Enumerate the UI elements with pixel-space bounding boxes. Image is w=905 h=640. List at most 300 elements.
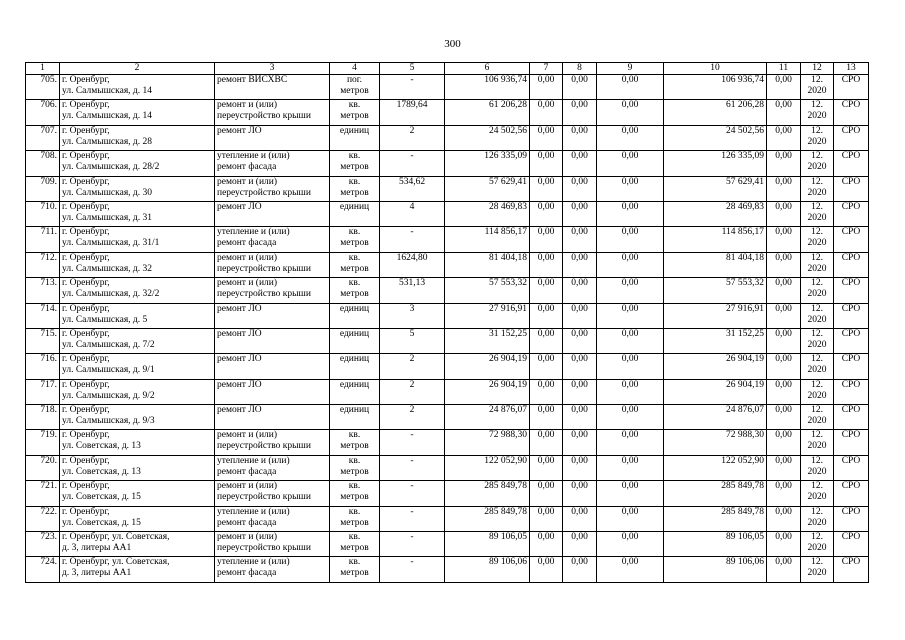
address-cell: [60, 151, 215, 176]
col7-cell: [530, 151, 563, 176]
quantity-cell-line: -: [410, 75, 414, 85]
unit-cell-line: метров: [340, 441, 369, 452]
col7-cell-line: 0,00: [537, 379, 555, 390]
col8-cell: [563, 176, 597, 201]
cost-cell: [445, 405, 530, 430]
address-cell-line: ул. Салмышская, д. 32: [62, 263, 153, 274]
term-cell-line: 12.: [811, 303, 823, 314]
unit-cell-line: кв.: [348, 278, 361, 289]
address-cell-line: г. Оренбург,: [62, 379, 110, 390]
term-cell-line: 12.: [811, 278, 823, 289]
quantity-cell: [380, 303, 445, 328]
term-cell-line: 2020: [807, 162, 827, 173]
col8-cell-line: 0,00: [571, 75, 588, 85]
term-cell: [801, 100, 834, 125]
source-cell-line: СРО: [841, 354, 861, 365]
work-type-cell: [215, 354, 330, 379]
address-cell-line: ул. Советская, д. 15: [62, 517, 141, 528]
address-cell-line: д. 3, литеры АА1: [62, 543, 132, 554]
col11-cell: [767, 201, 801, 226]
col11-cell: [767, 481, 801, 506]
repair-schedule-table: [25, 62, 869, 583]
col9-cell-line: 0,00: [621, 405, 639, 416]
quantity-cell: [380, 430, 445, 455]
total-cost-cell: [664, 125, 767, 150]
work-type-cell-line: переустройство крыши: [217, 111, 311, 122]
term-cell-line: 12.: [811, 100, 823, 111]
row-number-line: 715.: [40, 328, 57, 339]
unit-cell-line: единиц: [339, 328, 370, 339]
col8-cell-line: 0,00: [571, 455, 588, 466]
term-cell-line: 12.: [811, 125, 823, 136]
term-cell-line: 2020: [807, 441, 827, 452]
cost-cell-line: 24 502,56: [489, 125, 527, 136]
col8-cell-line: 0,00: [571, 532, 588, 543]
term-cell-line: 2020: [807, 314, 827, 325]
unit-cell: [330, 278, 380, 303]
column-header-13: 13: [834, 63, 869, 75]
unit-cell-line: единиц: [339, 379, 370, 390]
work-type-cell: [215, 278, 330, 303]
cost-cell: [445, 151, 530, 176]
address-cell-line: ул. Советская, д. 13: [62, 466, 141, 477]
col8-cell: [563, 151, 597, 176]
col9-cell-line: 0,00: [621, 252, 639, 263]
col11-cell: [767, 252, 801, 277]
address-cell: [60, 430, 215, 455]
source-cell: [834, 532, 869, 557]
col9-cell-line: 0,00: [621, 328, 639, 339]
work-type-cell-line: ремонт фасада: [217, 466, 277, 477]
col11-cell-line: 0,00: [775, 328, 792, 339]
cost-cell-line: 114 856,17: [484, 227, 527, 238]
col11-cell: [767, 151, 801, 176]
col7-cell: [530, 405, 563, 430]
term-cell-line: 12.: [811, 151, 823, 162]
col11-cell-line: 0,00: [775, 354, 792, 365]
quantity-cell: [380, 201, 445, 226]
address-cell-line: г. Оренбург,: [62, 151, 110, 162]
cost-cell-line: 122 052,90: [484, 455, 527, 466]
source-cell-line: СРО: [841, 532, 861, 543]
work-type-cell: [215, 125, 330, 150]
quantity-cell: [380, 328, 445, 353]
col9-cell: [597, 430, 664, 455]
total-cost-cell: [664, 227, 767, 252]
address-cell-line: г. Оренбург,: [62, 125, 110, 136]
quantity-cell-line: -: [410, 532, 414, 543]
address-cell-line: г. Оренбург,: [62, 201, 110, 212]
col8-cell: [563, 252, 597, 277]
row-number-line: 719.: [40, 430, 57, 441]
row-number-line: 716.: [40, 354, 57, 365]
col7-cell: [530, 176, 563, 201]
quantity-cell: [380, 75, 445, 100]
quantity-cell: [380, 481, 445, 506]
address-cell-line: г. Оренбург, ул. Советская,: [62, 557, 170, 568]
address-cell-line: г. Оренбург,: [62, 481, 110, 492]
quantity-cell-line: 3: [409, 303, 415, 314]
work-type-cell-line: переустройство крыши: [217, 543, 311, 554]
cost-cell: [445, 201, 530, 226]
work-type-cell-line: ремонт и (или): [217, 430, 278, 441]
work-type-cell-line: ремонт ЛО: [217, 354, 262, 365]
unit-cell-line: кв.: [348, 532, 361, 543]
term-cell: [801, 227, 834, 252]
total-cost-cell-line: 24 876,07: [726, 405, 764, 416]
quantity-cell: [380, 532, 445, 557]
cost-cell-line: 57 553,32: [489, 278, 527, 289]
term-cell-line: 2020: [807, 390, 827, 401]
term-cell: [801, 75, 834, 100]
term-cell: [801, 252, 834, 277]
address-cell: [60, 557, 215, 582]
col7-cell: [530, 100, 563, 125]
address-cell-line: ул. Салмышская, д. 28/2: [62, 162, 160, 173]
quantity-cell-line: 534,62: [398, 176, 426, 187]
col11-cell-line: 0,00: [775, 455, 792, 466]
work-type-cell-line: ремонт и (или): [217, 278, 278, 289]
unit-cell: [330, 430, 380, 455]
address-cell-line: ул. Салмышская, д. 7/2: [62, 339, 155, 350]
unit-cell-line: метров: [340, 111, 369, 122]
unit-cell-line: метров: [340, 238, 369, 249]
row-number: [26, 303, 60, 328]
address-cell-line: г. Оренбург,: [62, 430, 110, 441]
col11-cell: [767, 532, 801, 557]
column-header-3: 3: [215, 63, 330, 75]
quantity-cell-line: 2: [409, 379, 415, 390]
unit-cell: [330, 303, 380, 328]
total-cost-cell-line: 24 502,56: [726, 125, 764, 136]
work-type-cell-line: переустройство крыши: [217, 492, 311, 503]
col7-cell-line: 0,00: [537, 252, 555, 263]
table-row: [26, 328, 869, 353]
header-row: [26, 63, 869, 75]
row-number: [26, 328, 60, 353]
source-cell: [834, 430, 869, 455]
cost-cell-line: 61 206,28: [489, 100, 527, 111]
col9-cell: [597, 481, 664, 506]
col8-cell: [563, 481, 597, 506]
col8-cell-line: 0,00: [571, 151, 588, 162]
source-cell-line: СРО: [841, 303, 861, 314]
work-type-cell-line: ремонт и (или): [217, 252, 278, 263]
col9-cell-line: 0,00: [621, 100, 639, 111]
address-cell-line: г. Оренбург,: [62, 176, 110, 187]
term-cell-line: 12.: [811, 557, 823, 568]
unit-cell-line: кв.: [348, 151, 361, 162]
total-cost-cell: [664, 176, 767, 201]
term-cell-line: 12.: [811, 75, 823, 85]
col8-cell: [563, 405, 597, 430]
col8-cell-line: 0,00: [571, 252, 588, 263]
unit-cell-line: единиц: [339, 125, 370, 136]
total-cost-cell: [664, 303, 767, 328]
col7-cell-line: 0,00: [537, 100, 555, 111]
term-cell-line: 2020: [807, 466, 827, 477]
work-type-cell-line: утепление и (или): [217, 557, 290, 568]
quantity-cell-line: 5: [409, 328, 415, 339]
col9-cell-line: 0,00: [621, 303, 639, 314]
table-row: [26, 100, 869, 125]
col7-cell: [530, 481, 563, 506]
address-cell-line: ул. Салмышская, д. 14: [62, 111, 153, 122]
work-type-cell-line: ремонт и (или): [217, 481, 278, 492]
row-number: [26, 75, 60, 100]
cost-cell-line: 26 904,19: [489, 354, 527, 365]
unit-cell: [330, 557, 380, 582]
source-cell-line: СРО: [841, 227, 861, 238]
unit-cell-line: кв.: [348, 430, 361, 441]
address-cell-line: ул. Салмышская, д. 31/1: [62, 238, 160, 249]
col11-cell-line: 0,00: [775, 278, 792, 289]
work-type-cell-line: утепление и (или): [217, 151, 290, 162]
col7-cell: [530, 227, 563, 252]
total-cost-cell-line: 28 469,83: [726, 201, 764, 212]
address-cell-line: д. 3, литеры АА1: [62, 568, 132, 579]
unit-cell-line: кв.: [348, 455, 361, 466]
address-cell: [60, 506, 215, 531]
unit-cell-line: кв.: [348, 100, 361, 111]
work-type-cell-line: утепление и (или): [217, 506, 290, 517]
work-type-cell-line: ремонт фасада: [217, 517, 277, 528]
col8-cell-line: 0,00: [571, 557, 588, 568]
unit-cell: [330, 151, 380, 176]
col11-cell-line: 0,00: [775, 151, 792, 162]
col7-cell-line: 0,00: [537, 75, 555, 85]
col11-cell: [767, 278, 801, 303]
quantity-cell-line: -: [410, 506, 414, 517]
quantity-cell-line: 2: [409, 354, 415, 365]
cost-cell-line: 126 335,09: [484, 151, 527, 162]
col9-cell: [597, 278, 664, 303]
col7-cell: [530, 379, 563, 404]
row-number: [26, 176, 60, 201]
col7-cell-line: 0,00: [537, 481, 555, 492]
cost-cell: [445, 532, 530, 557]
table-row: [26, 532, 869, 557]
address-cell-line: ул. Салмышская, д. 5: [62, 314, 148, 325]
table-row: [26, 303, 869, 328]
term-cell-line: 2020: [807, 365, 827, 376]
term-cell-line: 2020: [807, 339, 827, 350]
table-row: [26, 125, 869, 150]
source-cell: [834, 75, 869, 100]
column-header-6: 6: [445, 63, 530, 75]
term-cell: [801, 557, 834, 582]
address-cell-line: ул. Салмышская, д. 9/3: [62, 416, 155, 427]
col7-cell-line: 0,00: [537, 303, 555, 314]
quantity-cell-line: -: [410, 227, 414, 238]
unit-cell: [330, 100, 380, 125]
address-cell: [60, 379, 215, 404]
work-type-cell-line: переустройство крыши: [217, 263, 311, 274]
table-row: [26, 481, 869, 506]
row-number-line: 714.: [40, 303, 57, 314]
col8-cell-line: 0,00: [571, 303, 588, 314]
unit-cell-line: кв.: [348, 557, 361, 568]
col11-cell-line: 0,00: [775, 100, 792, 111]
term-cell: [801, 176, 834, 201]
cost-cell-line: 27 916,91: [489, 303, 527, 314]
col8-cell: [563, 303, 597, 328]
address-cell-line: г. Оренбург,: [62, 100, 110, 111]
row-number-line: 710.: [40, 201, 57, 212]
cost-cell-line: 81 404,18: [489, 252, 527, 263]
quantity-cell: [380, 379, 445, 404]
unit-cell-line: кв.: [348, 227, 361, 238]
cost-cell: [445, 455, 530, 480]
col7-cell-line: 0,00: [537, 557, 555, 568]
term-cell-line: 12.: [811, 455, 823, 466]
work-type-cell-line: ремонт фасада: [217, 568, 277, 579]
row-number: [26, 430, 60, 455]
work-type-cell: [215, 455, 330, 480]
column-header-10: 10: [664, 63, 767, 75]
row-number-line: 709.: [40, 176, 57, 187]
col8-cell: [563, 201, 597, 226]
source-cell: [834, 405, 869, 430]
source-cell-line: СРО: [841, 557, 861, 568]
col8-cell-line: 0,00: [571, 379, 588, 390]
col9-cell: [597, 455, 664, 480]
column-header-11: 11: [767, 63, 801, 75]
source-cell: [834, 278, 869, 303]
source-cell: [834, 100, 869, 125]
col11-cell-line: 0,00: [775, 430, 792, 441]
source-cell: [834, 379, 869, 404]
address-cell-line: ул. Салмышская, д. 32/2: [62, 289, 160, 300]
unit-cell: [330, 354, 380, 379]
term-cell: [801, 354, 834, 379]
col7-cell-line: 0,00: [537, 227, 555, 238]
col11-cell-line: 0,00: [775, 481, 792, 492]
col11-cell-line: 0,00: [775, 227, 792, 238]
col11-cell-line: 0,00: [775, 125, 792, 136]
quantity-cell: [380, 176, 445, 201]
total-cost-cell: [664, 201, 767, 226]
quantity-cell: [380, 405, 445, 430]
term-cell-line: 12.: [811, 201, 823, 212]
term-cell-line: 12.: [811, 481, 823, 492]
total-cost-cell-line: 57 629,41: [726, 176, 764, 187]
row-number-line: 723.: [40, 532, 57, 543]
col9-cell: [597, 125, 664, 150]
address-cell-line: г. Оренбург, ул. Советская,: [62, 532, 170, 543]
unit-cell: [330, 328, 380, 353]
row-number-line: 712.: [40, 252, 57, 263]
quantity-cell-line: -: [410, 557, 414, 568]
row-number: [26, 151, 60, 176]
col11-cell: [767, 125, 801, 150]
source-cell-line: СРО: [841, 75, 861, 85]
unit-cell-line: метров: [340, 466, 369, 477]
col9-cell: [597, 557, 664, 582]
col11-cell-line: 0,00: [775, 303, 792, 314]
unit-cell-line: кв.: [348, 176, 361, 187]
term-cell: [801, 455, 834, 480]
col8-cell: [563, 455, 597, 480]
cost-cell-line: 57 629,41: [489, 176, 527, 187]
unit-cell-line: единиц: [339, 201, 370, 212]
col9-cell-line: 0,00: [621, 75, 639, 85]
row-number-line: 713.: [40, 278, 57, 289]
total-cost-cell-line: 122 052,90: [721, 455, 764, 466]
source-cell: [834, 557, 869, 582]
col11-cell: [767, 430, 801, 455]
column-header-7: 7: [530, 63, 563, 75]
col11-cell: [767, 354, 801, 379]
col9-cell: [597, 379, 664, 404]
table-row: [26, 405, 869, 430]
quantity-cell-line: -: [410, 430, 414, 441]
term-cell-line: 2020: [807, 568, 827, 579]
address-cell-line: г. Оренбург,: [62, 506, 110, 517]
col8-cell: [563, 430, 597, 455]
col9-cell-line: 0,00: [621, 557, 639, 568]
col7-cell-line: 0,00: [537, 151, 555, 162]
col11-cell-line: 0,00: [775, 176, 792, 187]
work-type-cell: [215, 506, 330, 531]
term-cell-line: 2020: [807, 111, 827, 122]
source-cell-line: СРО: [841, 278, 861, 289]
address-cell-line: г. Оренбург,: [62, 252, 110, 263]
total-cost-cell-line: 89 106,05: [726, 532, 764, 543]
unit-cell: [330, 405, 380, 430]
unit-cell-line: метров: [340, 162, 369, 173]
total-cost-cell: [664, 75, 767, 100]
unit-cell-line: единиц: [339, 303, 370, 314]
col9-cell: [597, 176, 664, 201]
unit-cell-line: метров: [340, 517, 369, 528]
col7-cell: [530, 354, 563, 379]
col7-cell: [530, 557, 563, 582]
total-cost-cell: [664, 379, 767, 404]
row-number: [26, 379, 60, 404]
col11-cell: [767, 100, 801, 125]
address-cell: [60, 201, 215, 226]
cost-cell: [445, 430, 530, 455]
row-number-line: 708.: [40, 151, 57, 162]
col9-cell-line: 0,00: [621, 227, 639, 238]
cost-cell: [445, 176, 530, 201]
cost-cell-line: 89 106,06: [489, 557, 527, 568]
col7-cell-line: 0,00: [537, 455, 555, 466]
total-cost-cell: [664, 328, 767, 353]
cost-cell: [445, 481, 530, 506]
source-cell: [834, 303, 869, 328]
unit-cell: [330, 455, 380, 480]
col9-cell: [597, 151, 664, 176]
col9-cell: [597, 354, 664, 379]
cost-cell: [445, 227, 530, 252]
col11-cell-line: 0,00: [775, 252, 792, 263]
address-cell-line: г. Оренбург,: [62, 354, 110, 365]
total-cost-cell-line: 114 856,17: [721, 227, 764, 238]
col8-cell: [563, 532, 597, 557]
row-number: [26, 252, 60, 277]
term-cell-line: 2020: [807, 238, 827, 249]
work-type-cell-line: ремонт фасада: [217, 162, 277, 173]
term-cell: [801, 506, 834, 531]
col7-cell-line: 0,00: [537, 328, 555, 339]
total-cost-cell-line: 57 553,32: [726, 278, 764, 289]
row-number: [26, 125, 60, 150]
term-cell-line: 2020: [807, 187, 827, 198]
address-cell-line: ул. Салмышская, д. 28: [62, 136, 153, 147]
term-cell: [801, 430, 834, 455]
